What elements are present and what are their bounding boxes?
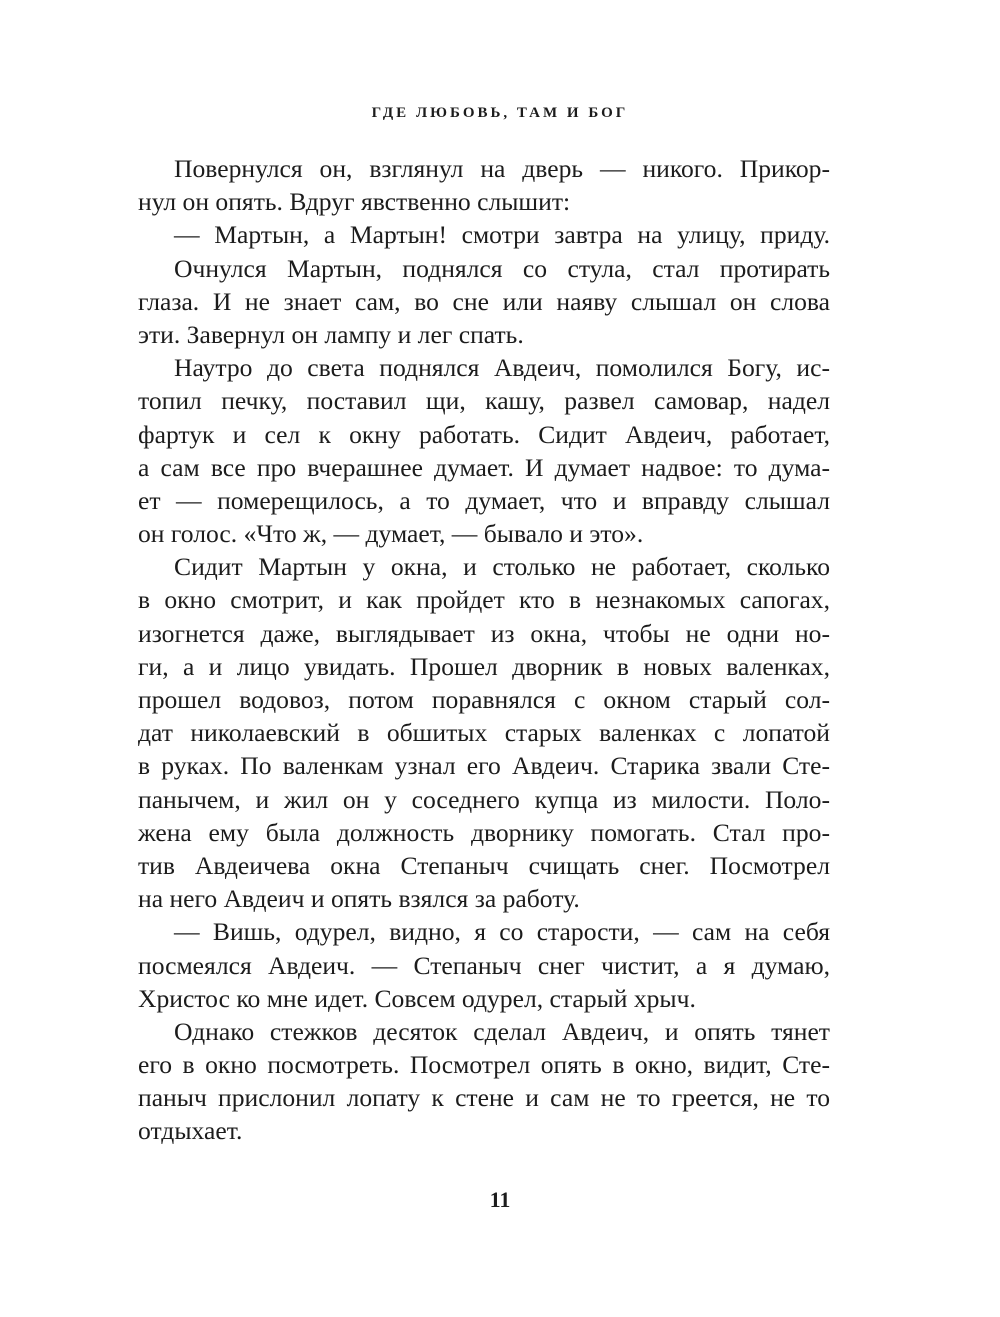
text-line: Сидит Мартын у окна, и столько не работает, сколько bbox=[174, 552, 830, 582]
text-line: Христос ко мне идет. Совсем одурел, старый хрыч. bbox=[138, 983, 696, 1013]
text-line: тив Авдеичева окна Степаныч счищать снег. Посмотрел bbox=[138, 850, 830, 880]
paragraph bbox=[138, 252, 830, 352]
text-line: топил печку, поставил щи, кашу, развел самовар, надел bbox=[138, 386, 830, 416]
text-line: Повернулся он, взглянул на дверь — никого. Прикор- bbox=[174, 154, 830, 183]
text-line: фартук и сел к окну работать. Сидит Авдеич, работает, bbox=[138, 419, 830, 449]
text-line: ги, а и лицо увидать. Прошел дворник в новых валенках, bbox=[138, 651, 830, 681]
page-number: 11 bbox=[489, 1187, 511, 1212]
text-line: в окно смотрит, и как пройдет кто в незнакомых сапогах, bbox=[138, 585, 830, 615]
body-text bbox=[138, 152, 830, 1148]
text-line: изогнется даже, выглядывает из окна, чтобы не одни но- bbox=[138, 618, 830, 648]
text-line: — Вишь, одурел, видно, я со старости, — сам на себя bbox=[174, 917, 830, 947]
text-line: Очнулся Мартын, поднялся со стула, стал протирать bbox=[174, 253, 830, 283]
text-line: — Мартын, а Мартын! смотри завтра на улицу, приду. bbox=[174, 220, 830, 250]
paragraph bbox=[138, 1015, 830, 1148]
paragraph bbox=[138, 550, 830, 915]
text-line: Однако стежков десяток сделал Авдеич, и опять тянет bbox=[174, 1016, 830, 1046]
text-line: на него Авдеич и опять взялся за работу. bbox=[138, 884, 580, 914]
paragraph bbox=[138, 351, 830, 550]
text-line: паныч прислонил лопату к стене и сам не то греется, не то bbox=[138, 1083, 830, 1113]
text-line: в руках. По валенкам узнал его Авдеич. Старика звали Сте- bbox=[138, 751, 830, 781]
running-head: ГДЕ ЛЮБОВЬ, ТАМ И БОГ bbox=[371, 105, 629, 121]
text-line: ет — померещилось, а то думает, что и вправду слышал bbox=[138, 485, 830, 515]
text-line: он голос. «Что ж, — думает, — бывало и это». bbox=[138, 519, 644, 549]
text-line: эти. Завернул он лампу и лег спать. bbox=[138, 319, 524, 349]
paragraph bbox=[138, 218, 830, 251]
text-line: глаза. И не знает сам, во сне или наяву слышал он слова bbox=[138, 286, 830, 316]
text-line: его в окно посмотреть. Посмотрел опять в окно, видит, Сте- bbox=[138, 1050, 830, 1080]
text-line: нул он опять. Вдруг явственно слышит: bbox=[138, 187, 571, 217]
text-line: посмеялся Авдеич. — Степаныч снег чистит, а я думаю, bbox=[138, 950, 830, 980]
text-line: дат николаевский в обшитых старых валенках с лопатой bbox=[138, 718, 830, 748]
text-line: отдыхает. bbox=[138, 1116, 243, 1146]
paragraph bbox=[138, 915, 830, 1015]
text-line: Наутро до света поднялся Авдеич, помолился Богу, ис- bbox=[174, 353, 830, 383]
paragraph bbox=[138, 152, 830, 218]
text-line: прошел водовоз, потом поравнялся с окном старый сол- bbox=[138, 685, 830, 714]
text-line: а сам все про вчерашнее думает. И думает надвое: то дума- bbox=[138, 452, 830, 482]
text-line: жена ему была должность дворнику помогать. Стал про- bbox=[138, 817, 830, 847]
text-line: панычем, и жил он у соседнего купца из милости. Поло- bbox=[138, 784, 830, 814]
